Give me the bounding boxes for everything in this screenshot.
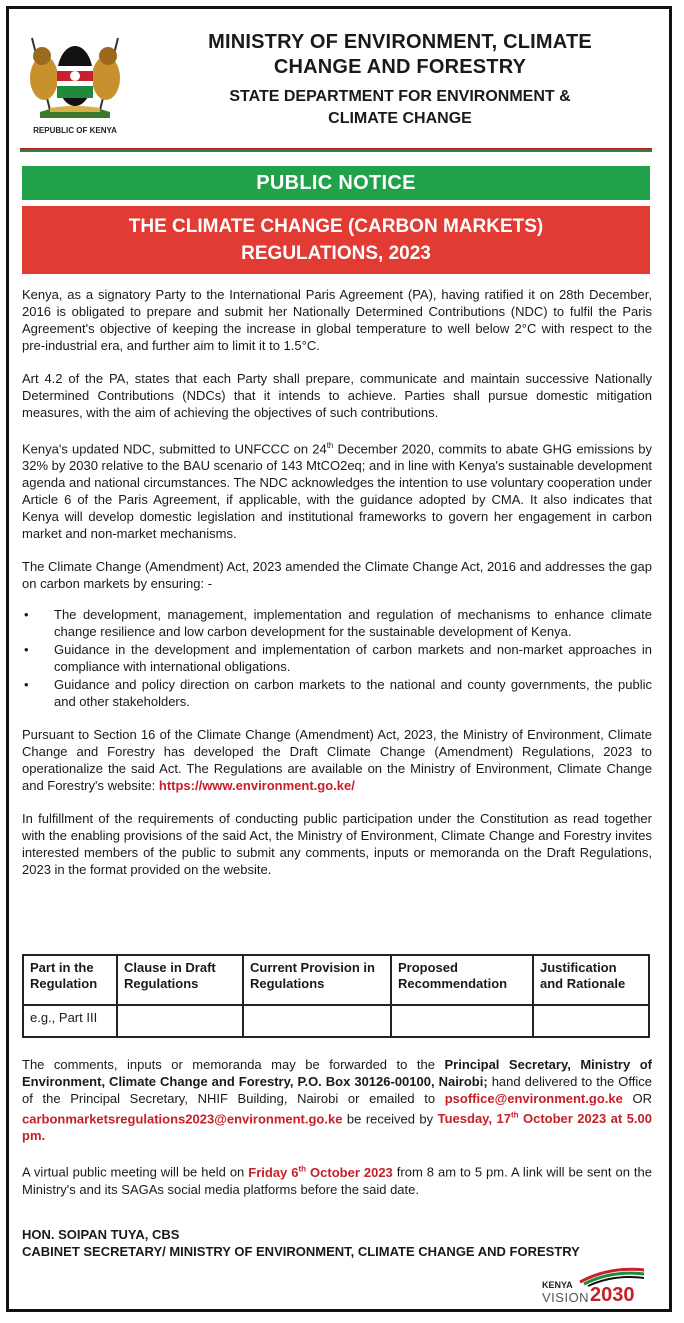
table-header-cell: Current Provision in Regulations [243, 955, 391, 1005]
table-header-cell: Justification and Rationale [533, 955, 649, 1005]
vision-year-text: 2030 [590, 1284, 635, 1306]
public-notice-banner: PUBLIC NOTICE [22, 166, 650, 200]
submission-text: be received by [342, 1111, 438, 1127]
meeting-date [248, 1165, 393, 1180]
amendment-bullet-list [22, 606, 652, 710]
meeting-text: from 8 am to 5 pm. A link will be sent on the Ministry's and its SAGAs social media platforms before the said date. [22, 1164, 652, 1197]
signatory-title: CABINET SECRETARY/ MINISTRY OF ENVIRONMENT, CLIMATE CHANGE AND FORESTRY [22, 1244, 580, 1259]
table-cell [117, 1005, 243, 1037]
deadline-text: Tuesday, 17 [437, 1111, 511, 1127]
table-header-row [23, 955, 649, 1005]
republic-of-kenya-label: REPUBLIC OF KENYA [33, 126, 117, 135]
table-cell [533, 1005, 649, 1037]
meeting-text: A virtual public meeting will be held on [22, 1164, 249, 1180]
table-cell [243, 1005, 391, 1037]
regulations-title-banner [22, 206, 650, 274]
paragraph-section-16 [22, 726, 652, 794]
kenya-vision-2030-logo [540, 1264, 650, 1310]
regulations-title-line1: THE CLIMATE CHANGE (CARBON MARKETS) [128, 216, 544, 237]
ministry-name-line2: CHANGE AND FORESTRY [273, 56, 527, 78]
paragraph-virtual-meeting [22, 1160, 652, 1197]
signatory-name: HON. SOIPAN TUYA, CBS [22, 1227, 180, 1242]
meeting-date-text: Friday 6 [248, 1164, 299, 1180]
paragraph-article-4-2: Art 4.2 of the PA, states that each Party shall prepare, communicate and maintain successive Nationally Determined Contributions (NDCs) that it intends to achieve. Parties shall pursue domestic mitigation measures, with the aim of achieving the objectives of such contributions. [22, 371, 652, 420]
table-cell: e.g., Part III [23, 1005, 117, 1037]
bullet-item [22, 641, 652, 675]
notice-body [22, 286, 652, 894]
bullet-text: Guidance and policy direction on carbon markets to the national and county governments, the public and other stakeholders. [54, 677, 652, 710]
ndc-text-start: Kenya's updated NDC, submitted to UNFCCC on 24 [22, 441, 327, 457]
kenya-coat-of-arms-icon [20, 30, 130, 138]
flag-divider [20, 148, 652, 152]
signature-block [22, 1226, 652, 1260]
ndc-date-suffix: th [326, 441, 334, 450]
submission-instructions [22, 1056, 652, 1214]
regulations-title-line2: REGULATIONS, 2023 [241, 243, 431, 264]
bullet-item [22, 676, 652, 710]
table-cell [391, 1005, 533, 1037]
header [20, 30, 660, 138]
carbon-markets-email-link[interactable]: carbonmarketsregulations2023@environment.go.ke [22, 1111, 343, 1127]
vision-kenya-text: KENYA [542, 1280, 573, 1290]
department-name-line2: CLIMATE CHANGE [328, 110, 472, 127]
paragraph-paris-agreement: Kenya, as a signatory Party to the International Paris Agreement (PA), having ratified it on 28th December, 2016 is obligated to prepare and submit her Nationally Determined Contributions (NDC) to fulfil the Paris Agreement's objective of keeping the increase in global temperature to well below 2°C with respect to the pre-industrial era, and further aim to limit it to 1.5°C. [22, 287, 652, 353]
meeting-date-suffix: th [298, 1164, 307, 1174]
paragraph-public-participation: In fulfillment of the requirements of conducting public participation under the Constitution as read together with the enabling provisions of the said Act, the Ministry of Environment, Climate Change and Forestry invites interested members of the public to submit any comments, inputs or memoranda on the Draft Regulations, 2023 in the format provided on the website. [22, 811, 652, 878]
section-16-text: Pursuant to Section 16 of the Climate Change (Amendment) Act, 2023, the Ministry of Environment, Climate Change and Forestry has developed the Draft Climate Change (Amendment) Regulations, 2023 to operationalize the said Act. The Regulations are available on the Ministry of Environment, Climate Change and Forestry's website: [22, 727, 652, 794]
psoffice-email-link[interactable]: psoffice@environment.go.ke [444, 1091, 623, 1106]
comments-format-table [22, 954, 650, 1038]
ministry-website-link[interactable]: https://www.environment.go.ke/ [158, 778, 355, 794]
paragraph-updated-ndc [22, 437, 652, 542]
ministry-name-line1: MINISTRY OF ENVIRONMENT, CLIMATE [208, 31, 592, 53]
paragraph-amendment-act: The Climate Change (Amendment) Act, 2023 amended the Climate Change Act, 2016 and addresses the gap on carbon markets by ensuring: - [22, 559, 652, 592]
bullet-icon: • [24, 677, 29, 693]
table-header-cell: Part in the Regulation [23, 955, 117, 1005]
table-row [23, 1005, 649, 1037]
ndc-text-end: December 2020, commits to abate GHG emissions by 32% by 2030 relative to the BAU scenario of 143 MtCO2eq; and in line with Kenya's sustainable development agenda and national circumstances. The NDC acknowledges the intention to use voluntary cooperation under Article 6 of the Paris Agreement, if applicable, with the guidance adopted by CMA. It also indicates that Kenya will develop domestic legislation and institutional frameworks to govern her engagement in carbon market and non-market mechanisms. [22, 441, 652, 542]
table-header-cell: Clause in Draft Regulations [117, 955, 243, 1005]
deadline-text: October 2023 at 5.00 pm. [22, 1111, 653, 1144]
postal-address: Principal Secretary, Ministry of Environment, Climate Change and Forestry, P.O. Box 30126-00100, Nairobi; [22, 1057, 652, 1089]
deadline-suffix: th [510, 1111, 519, 1120]
submission-text: OR [622, 1091, 652, 1106]
bullet-text: Guidance in the development and implementation of carbon markets and non-market approaches in compliance with international obligations. [54, 642, 652, 675]
paragraph-submission [22, 1056, 652, 1144]
department-name-line1: STATE DEPARTMENT FOR ENVIRONMENT & [229, 88, 571, 105]
table-header-cell: Proposed Recommendation [391, 955, 533, 1005]
meeting-date-text: October 2023 [306, 1164, 393, 1180]
bullet-text: The development, management, implementation and regulation of mechanisms to enhance climate change resilience and low carbon development for the sustainable development of Kenya. [54, 607, 652, 640]
submission-text: The comments, inputs or memoranda may be forwarded to the [22, 1057, 445, 1072]
ministry-heading [140, 30, 660, 130]
bullet-icon: • [24, 607, 29, 623]
bullet-icon: • [24, 642, 29, 658]
vision-text: VISION [542, 1290, 590, 1305]
submission-text: hand delivered to the Office of the Principal Secretary, NHIF Building, Nairobi or emailed to [22, 1074, 652, 1106]
bullet-item [22, 606, 652, 640]
